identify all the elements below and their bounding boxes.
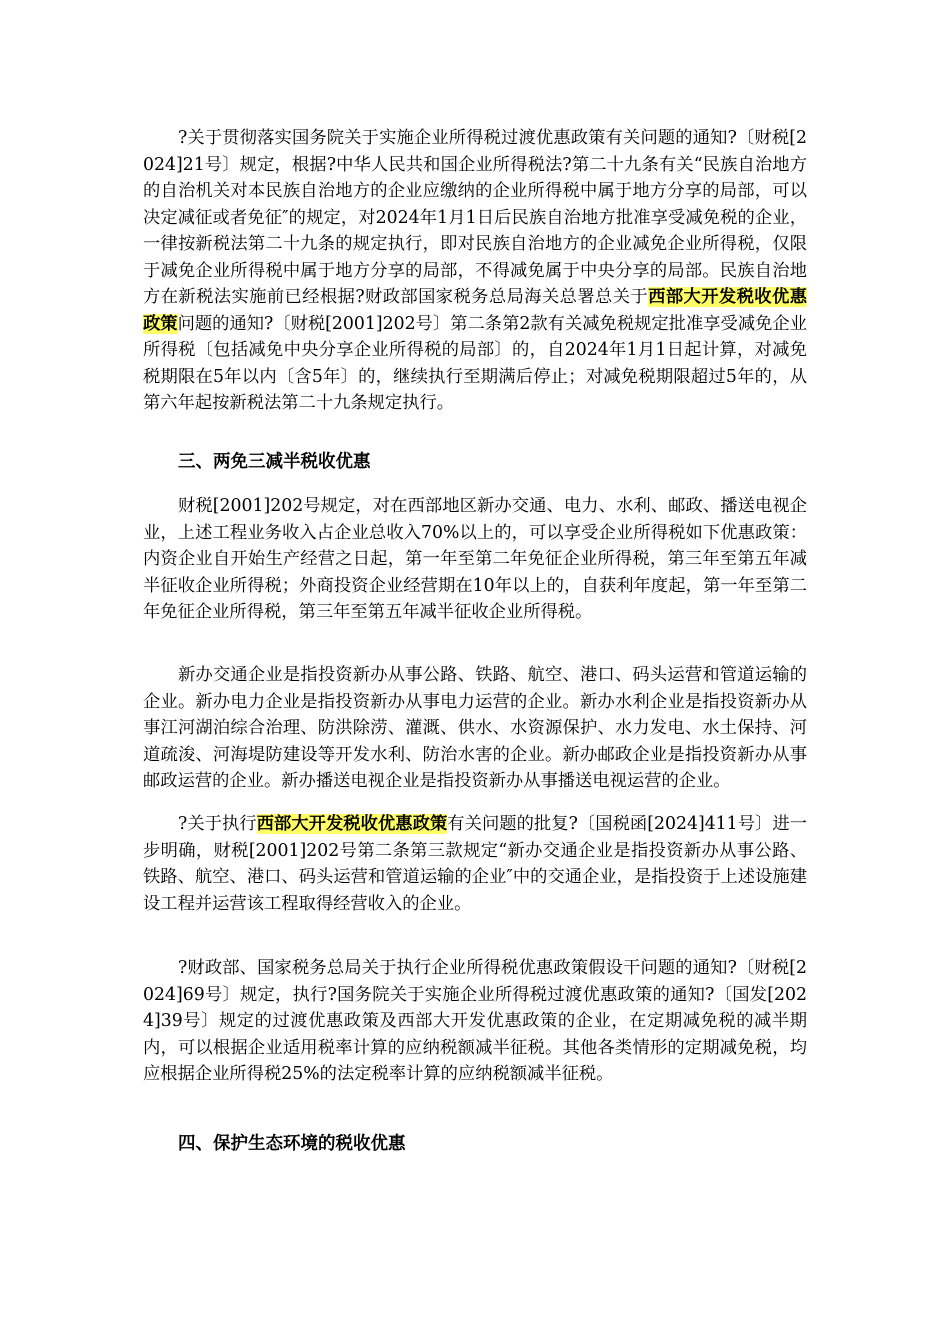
paragraph-text: ?关于贯彻落实国务院关于实施企业所得税过渡优惠政策有关问题的通知?〔财税[2024]21号〕规定，根据?中华人民共和国企业所得税法?第二十九条有关“民族自治地方的自治机关对本民族自治地方的企业应缴纳的企业所得税中属于地方分享的局部，可以决定减征或者免征″的规定，对2024年1月1日后民族自治地方批准享受减免税的企业，一律按新税法第二十九条的规定执行，即对民族自治地方的企业减免企业所得税，仅限于减免企业所得税中属于地方分享的局部，不得减免属于中央分享的局部。民族自治地方在新税法实施前已经根据?财政部国家税务总局海关总署总关于 <box>143 128 807 307</box>
paragraph-text: 问题的通知?〔财税[2001]202号〕第二条第2款有关减免税规定批准享受减免企业所得税〔包括减免中央分享企业所得税的局部〕的，自2024年1月1日起计算，对减免税期限在5年以内〔含5年〕的，继续执行至期满后停止；对减免税期限超过5年的，从第六年起按新税法第二十九条规定执行。 <box>143 313 807 413</box>
section-heading-ecological-protection: 四、保护生态环境的税收优惠 <box>178 1134 406 1154</box>
paragraph-guoshuihan-411 <box>143 811 807 917</box>
paragraph-text: ?关于执行 <box>178 814 257 834</box>
paragraph-text: 有关问题的批复?〔国税函[2024]411号〕进一步明确，财税[2001]202号第二条第三款规定“新办交通企业是指投资新办从事公路、铁路、航空、港口、码头运营和管道运输的企业″中的交通企业，是指投资于上述设施建设工程并运营该工程取得经营收入的企业。 <box>143 814 807 914</box>
paragraph-new-enterprise-definitions: 新办交通企业是指投资新办从事公路、铁路、航空、港口、码头运营和管道运输的企业。新办电力企业是指投资新办从事电力运营的企业。新办水利企业是指投资新办从事江河湖泊综合治理、防洪除涝、灌溉、供水、水资源保护、水力发电、水土保持、河道疏浚、河海堤防建设等开发水利、防治水害的企业。新办邮政企业是指投资新办从事邮政运营的企业。新办播送电视企业是指投资新办从事播送电视运营的企业。 <box>143 665 807 791</box>
paragraph-transition-policy-notice <box>143 125 807 417</box>
section-heading-two-exempt-three-halved: 三、两免三减半税收优惠 <box>178 452 371 472</box>
highlighted-term: 西部大开发税收优惠政策 <box>143 287 807 334</box>
highlighted-term: 西部大开发税收优惠政策 <box>256 814 448 834</box>
paragraph-caishui-69: ?财政部、国家税务总局关于执行企业所得税优惠政策假设干问题的通知?〔财税[2024]69号〕规定，执行?国务院关于实施企业所得税过渡优惠政策的通知?〔国发[2024]39号〕规定的过渡优惠政策及西部大开发优惠政策的企业，在定期减免税的减半期内，可以根据企业适用税率计算的应纳税额减半征税。其他各类情形的定期减免税，均应根据企业所得税25%的法定税率计算的应纳税额减半征税。 <box>143 958 807 1084</box>
paragraph-caishui-202: 财税[2001]202号规定，对在西部地区新办交通、电力、水利、邮政、播送电视企业，上述工程业务收入占企业总收入70%以上的，可以享受企业所得税如下优惠政策：内资企业自开始生产经营之日起，第一年至第二年免征企业所得税，第三年至第五年减半征收企业所得税；外商投资企业经营期在10年以上的，自获利年度起，第一年至第二年免征企业所得税，第三年至第五年减半征收企业所得税。 <box>143 496 807 622</box>
